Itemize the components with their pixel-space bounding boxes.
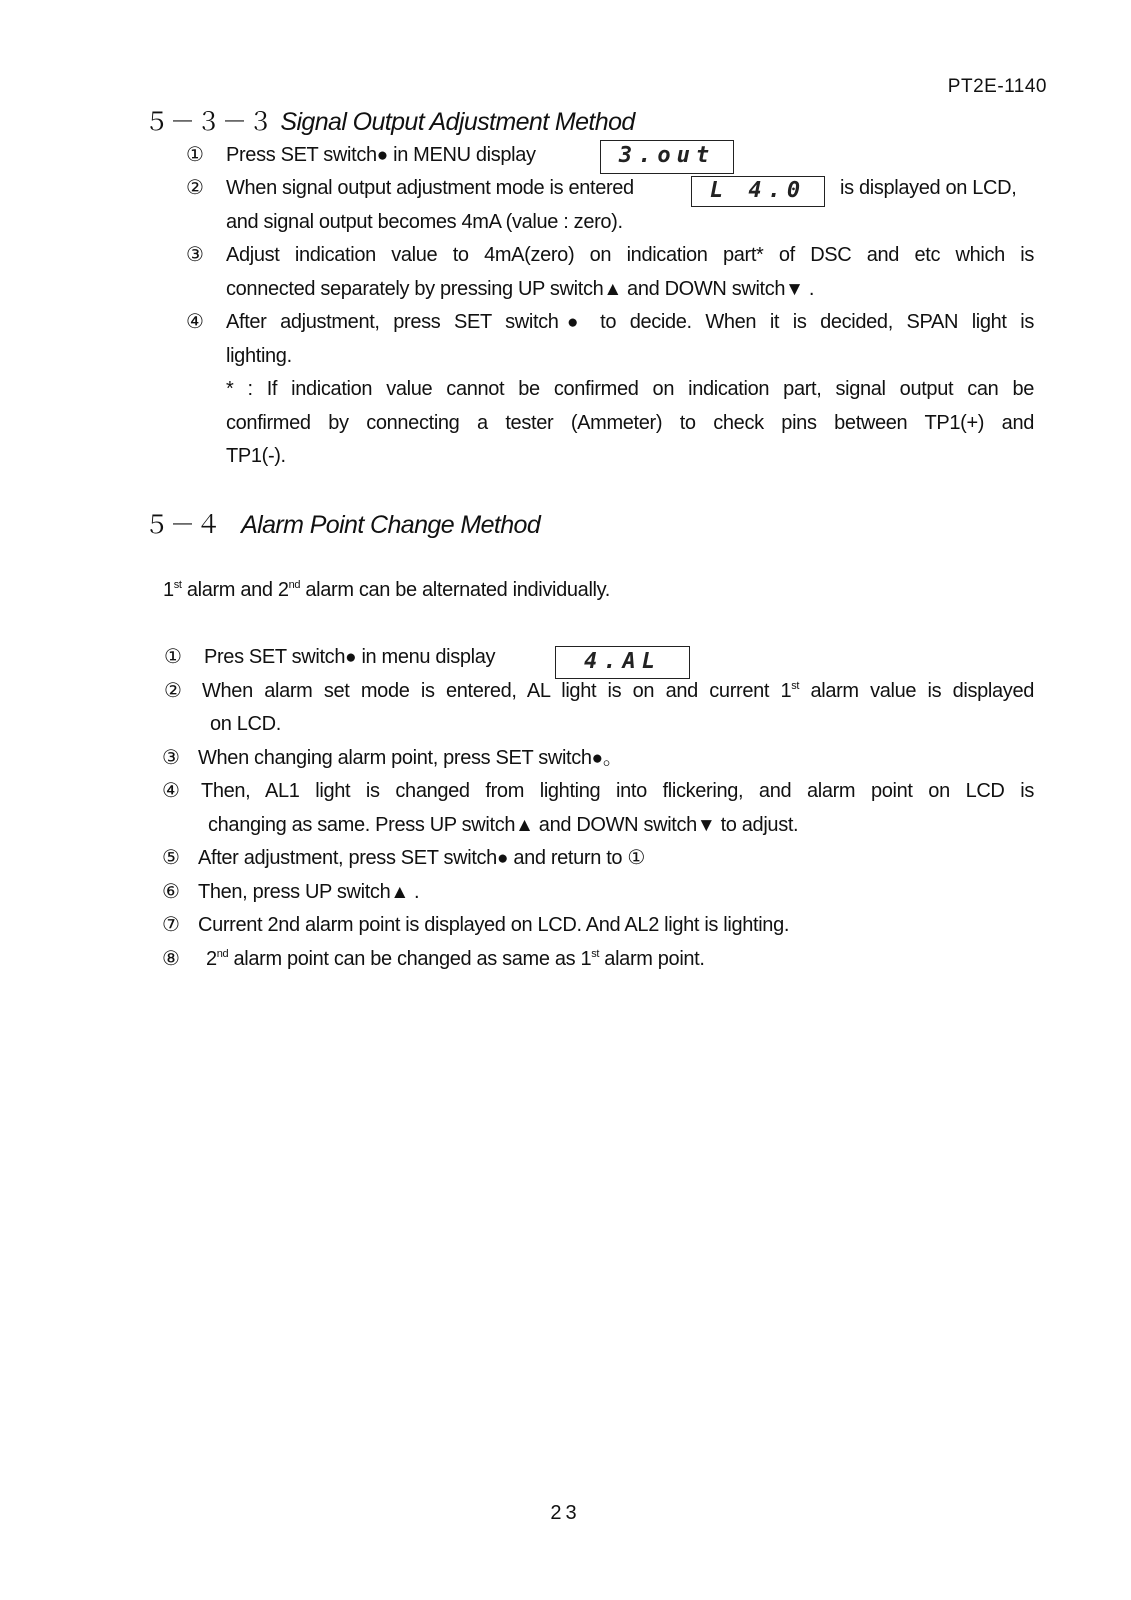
page-number: 23 [550, 1502, 581, 1524]
down-switch-icon: ▼ [785, 279, 804, 300]
step-text-part: connected separately by pressing UP switch [226, 278, 604, 300]
superscript: st [791, 680, 800, 692]
step-number: ⑤ [162, 847, 180, 869]
set-switch-icon: ● [591, 748, 603, 769]
step-text: When changing alarm point, press SET switch [198, 747, 592, 769]
lcd-display-out: 3.out [600, 140, 734, 174]
step-number: ③ [162, 747, 180, 769]
step-text: in MENU display [387, 144, 536, 166]
step-text [208, 808, 798, 843]
list-item [164, 640, 495, 675]
step-text: and signal output becomes 4mA (value : zero). [226, 211, 623, 233]
step-text: When signal output adjustment mode is entered [226, 177, 634, 199]
step-number: ④ [186, 311, 204, 333]
intro-part: 1 [163, 579, 174, 601]
superscript: st [173, 579, 182, 591]
step-text: 。 [602, 747, 623, 769]
step-text [226, 272, 814, 307]
list-item [162, 942, 705, 976]
note-text: * : If indication value cannot be confirmed on indication part, signal output can be [226, 378, 1034, 400]
set-switch-icon: ● [496, 848, 509, 869]
step-text-part: After adjustment, press SET switch [226, 311, 559, 333]
intro-part: alarm can be alternated individually. [300, 579, 611, 601]
up-switch-icon: ▲ [390, 882, 409, 903]
superscript: nd [288, 579, 301, 591]
intro-text [163, 573, 610, 607]
set-switch-icon: ● [376, 145, 388, 166]
step-text-part: and DOWN switch [533, 814, 697, 836]
step-text-part: alarm point can be changed as same as 1 [228, 948, 592, 970]
step-text: on LCD. [210, 713, 281, 735]
step-text-part: alarm point. [599, 948, 705, 970]
step-text: Then, press UP switch [198, 881, 391, 903]
step-text: and return to ① [508, 847, 645, 869]
step-number: ⑧ [162, 948, 180, 970]
step-text-part: and DOWN switch [621, 278, 786, 300]
document-code: PT2E-1140 [947, 76, 1047, 97]
section-title-signal-output [144, 102, 635, 138]
step-number: ① [164, 646, 182, 668]
step-number: ⑥ [162, 881, 180, 903]
lcd-display-al: 4.AL [555, 646, 690, 679]
step-number: ① [186, 144, 204, 166]
section-title-alarm-point [144, 505, 540, 541]
up-switch-icon: ▲ [515, 815, 534, 836]
step-text-part: 2 [206, 948, 217, 970]
section-number: ５－３－３ [144, 108, 275, 136]
list-item [162, 774, 202, 808]
step-text: Pres SET switch [204, 646, 346, 668]
step-text: After adjustment, press SET switch [198, 847, 497, 869]
list-item [162, 841, 645, 876]
step-text: Adjust indication value to 4mA(zero) on indication part* of DSC and etc which is [226, 244, 1034, 266]
step-text-part: alarm value is displayed [799, 680, 1034, 702]
list-item [186, 138, 536, 173]
superscript: nd [216, 948, 229, 960]
step-text-part: to decide. When it is decided, SPAN light is [586, 311, 1034, 333]
step-text [226, 305, 1034, 340]
list-item [162, 875, 419, 910]
step-text-part: to adjust. [715, 814, 799, 836]
lcd-display-l40: L 4.0 [691, 176, 825, 207]
step-text: is displayed on LCD, [840, 177, 1017, 199]
down-switch-icon: ▼ [696, 815, 716, 836]
set-switch-icon: ● [558, 312, 587, 333]
up-switch-icon: ▲ [603, 279, 622, 300]
list-item [162, 908, 789, 942]
step-number: ⑦ [162, 914, 180, 936]
step-text: lighting. [226, 345, 292, 367]
step-text: . [408, 881, 420, 903]
step-text [202, 674, 1034, 708]
note-text: TP1(-). [226, 445, 286, 467]
step-text: Current 2nd alarm point is displayed on LCD. And AL2 light is lighting. [198, 914, 790, 936]
list-item [186, 238, 226, 272]
step-text-part: changing as same. Press UP switch [208, 814, 516, 836]
list-item [164, 674, 204, 708]
section-title-text: Alarm Point Change Method [241, 511, 541, 539]
section-title-text: Signal Output Adjustment Method [280, 108, 635, 136]
step-text-part: When alarm set mode is entered, AL light is on and current 1 [202, 680, 792, 702]
note-text: confirmed by connecting a tester (Ammeter) to check pins between TP1(+) and [226, 412, 1034, 434]
list-item [186, 305, 226, 339]
set-switch-icon: ● [345, 647, 357, 668]
intro-part: alarm and 2 [181, 579, 289, 601]
section-number: ５－４ [144, 511, 223, 539]
step-text: Then, AL1 light is changed from lighting into flickering, and alarm point on LCD is [201, 780, 1034, 802]
step-text: Press SET switch [226, 144, 377, 166]
step-number: ③ [186, 244, 204, 266]
superscript: st [591, 948, 600, 960]
step-text-part: . [803, 278, 815, 300]
step-text: in menu display [356, 646, 496, 668]
list-item [162, 741, 622, 776]
list-item [186, 171, 634, 205]
step-number: ② [186, 177, 204, 199]
step-number: ② [164, 680, 182, 702]
step-number: ④ [162, 780, 180, 802]
